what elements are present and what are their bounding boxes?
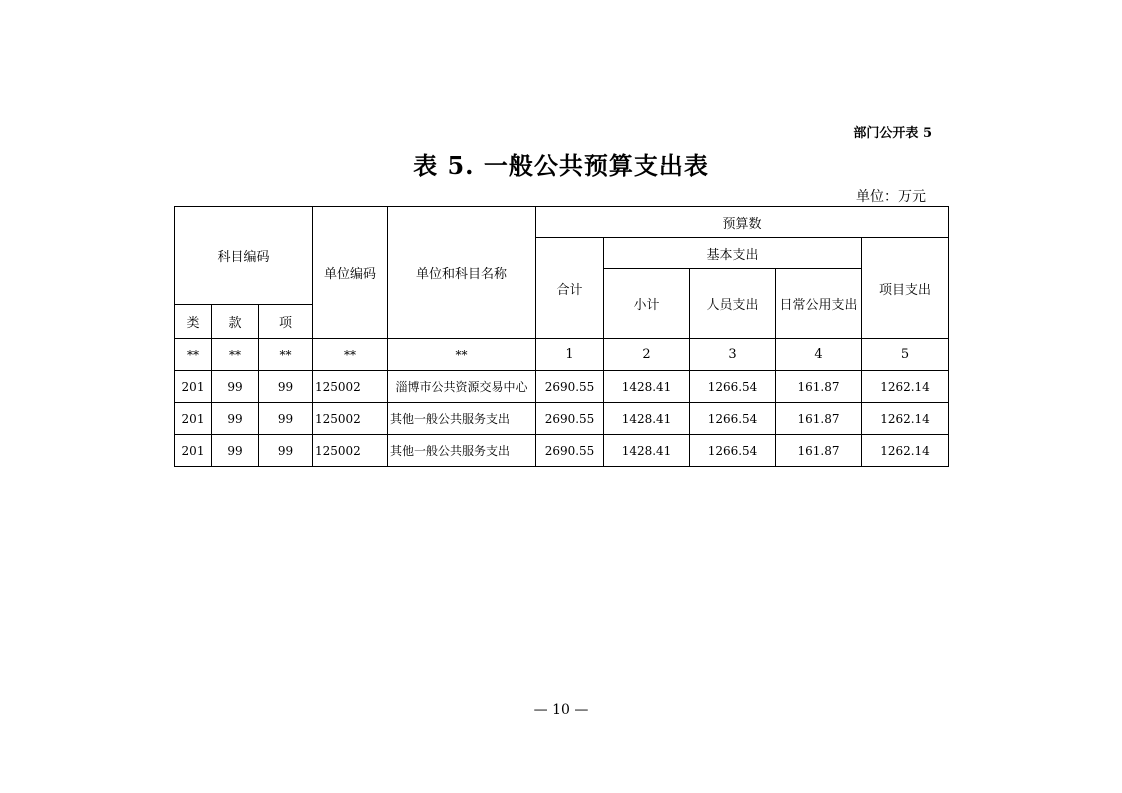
- header-category: 类: [175, 305, 212, 339]
- section-cell: 99: [212, 435, 259, 467]
- header-personnel-expense: 人员支出: [690, 269, 776, 339]
- personnel-cell: 1266.54: [690, 435, 776, 467]
- total-cell: 2690.55: [536, 435, 604, 467]
- item-cell: 99: [259, 371, 313, 403]
- code-cell: 1: [536, 339, 604, 371]
- header-basic-expense: 基本支出: [604, 238, 862, 269]
- code-cell: 3: [690, 339, 776, 371]
- subtotal-cell: 1428.41: [604, 435, 690, 467]
- header-unit-code: 单位编码: [313, 207, 388, 339]
- project-cell: 1262.14: [862, 403, 949, 435]
- header-total: 合计: [536, 238, 604, 339]
- header-daily-public-expense: 日常公用支出: [776, 269, 862, 339]
- code-cell: **: [212, 339, 259, 371]
- item-cell: 99: [259, 403, 313, 435]
- unit-code-cell: 125002: [313, 371, 388, 403]
- page-title: 表 5. 一般公共预算支出表: [413, 151, 709, 180]
- personnel-cell: 1266.54: [690, 371, 776, 403]
- daily-cell: 161.87: [776, 371, 862, 403]
- name-cell: 淄博市公共资源交易中心: [388, 371, 536, 403]
- unit-code-cell: 125002: [313, 435, 388, 467]
- document-tag: 部门公开表 5: [853, 126, 932, 141]
- code-cell: 2: [604, 339, 690, 371]
- subtotal-cell: 1428.41: [604, 403, 690, 435]
- section-cell: 99: [212, 371, 259, 403]
- header-subject-code: 科目编码: [175, 207, 313, 305]
- unit-label: 单位：万元: [856, 189, 926, 205]
- code-cell: **: [175, 339, 212, 371]
- code-row: [175, 339, 949, 371]
- header-budget-count: 预算数: [536, 207, 949, 238]
- page-number: — 10 —: [533, 702, 589, 718]
- personnel-cell: 1266.54: [690, 403, 776, 435]
- budget-expense-table: [174, 206, 949, 467]
- project-cell: 1262.14: [862, 435, 949, 467]
- header-section: 款: [212, 305, 259, 339]
- table-row: [175, 371, 949, 403]
- code-cell: 4: [776, 339, 862, 371]
- daily-cell: 161.87: [776, 435, 862, 467]
- code-cell: **: [388, 339, 536, 371]
- code-cell: **: [259, 339, 313, 371]
- header-item: 项: [259, 305, 313, 339]
- header-subtotal: 小计: [604, 269, 690, 339]
- name-cell: 其他一般公共服务支出: [388, 435, 536, 467]
- table-row: [175, 403, 949, 435]
- project-cell: 1262.14: [862, 371, 949, 403]
- total-cell: 2690.55: [536, 403, 604, 435]
- table-row: [175, 435, 949, 467]
- header-project-expense: 项目支出: [862, 238, 949, 339]
- category-cell: 201: [175, 403, 212, 435]
- header-unit-subject-name: 单位和科目名称: [388, 207, 536, 339]
- code-cell: **: [313, 339, 388, 371]
- unit-code-cell: 125002: [313, 403, 388, 435]
- total-cell: 2690.55: [536, 371, 604, 403]
- section-cell: 99: [212, 403, 259, 435]
- code-cell: 5: [862, 339, 949, 371]
- name-cell: 其他一般公共服务支出: [388, 403, 536, 435]
- item-cell: 99: [259, 435, 313, 467]
- category-cell: 201: [175, 371, 212, 403]
- daily-cell: 161.87: [776, 403, 862, 435]
- category-cell: 201: [175, 435, 212, 467]
- subtotal-cell: 1428.41: [604, 371, 690, 403]
